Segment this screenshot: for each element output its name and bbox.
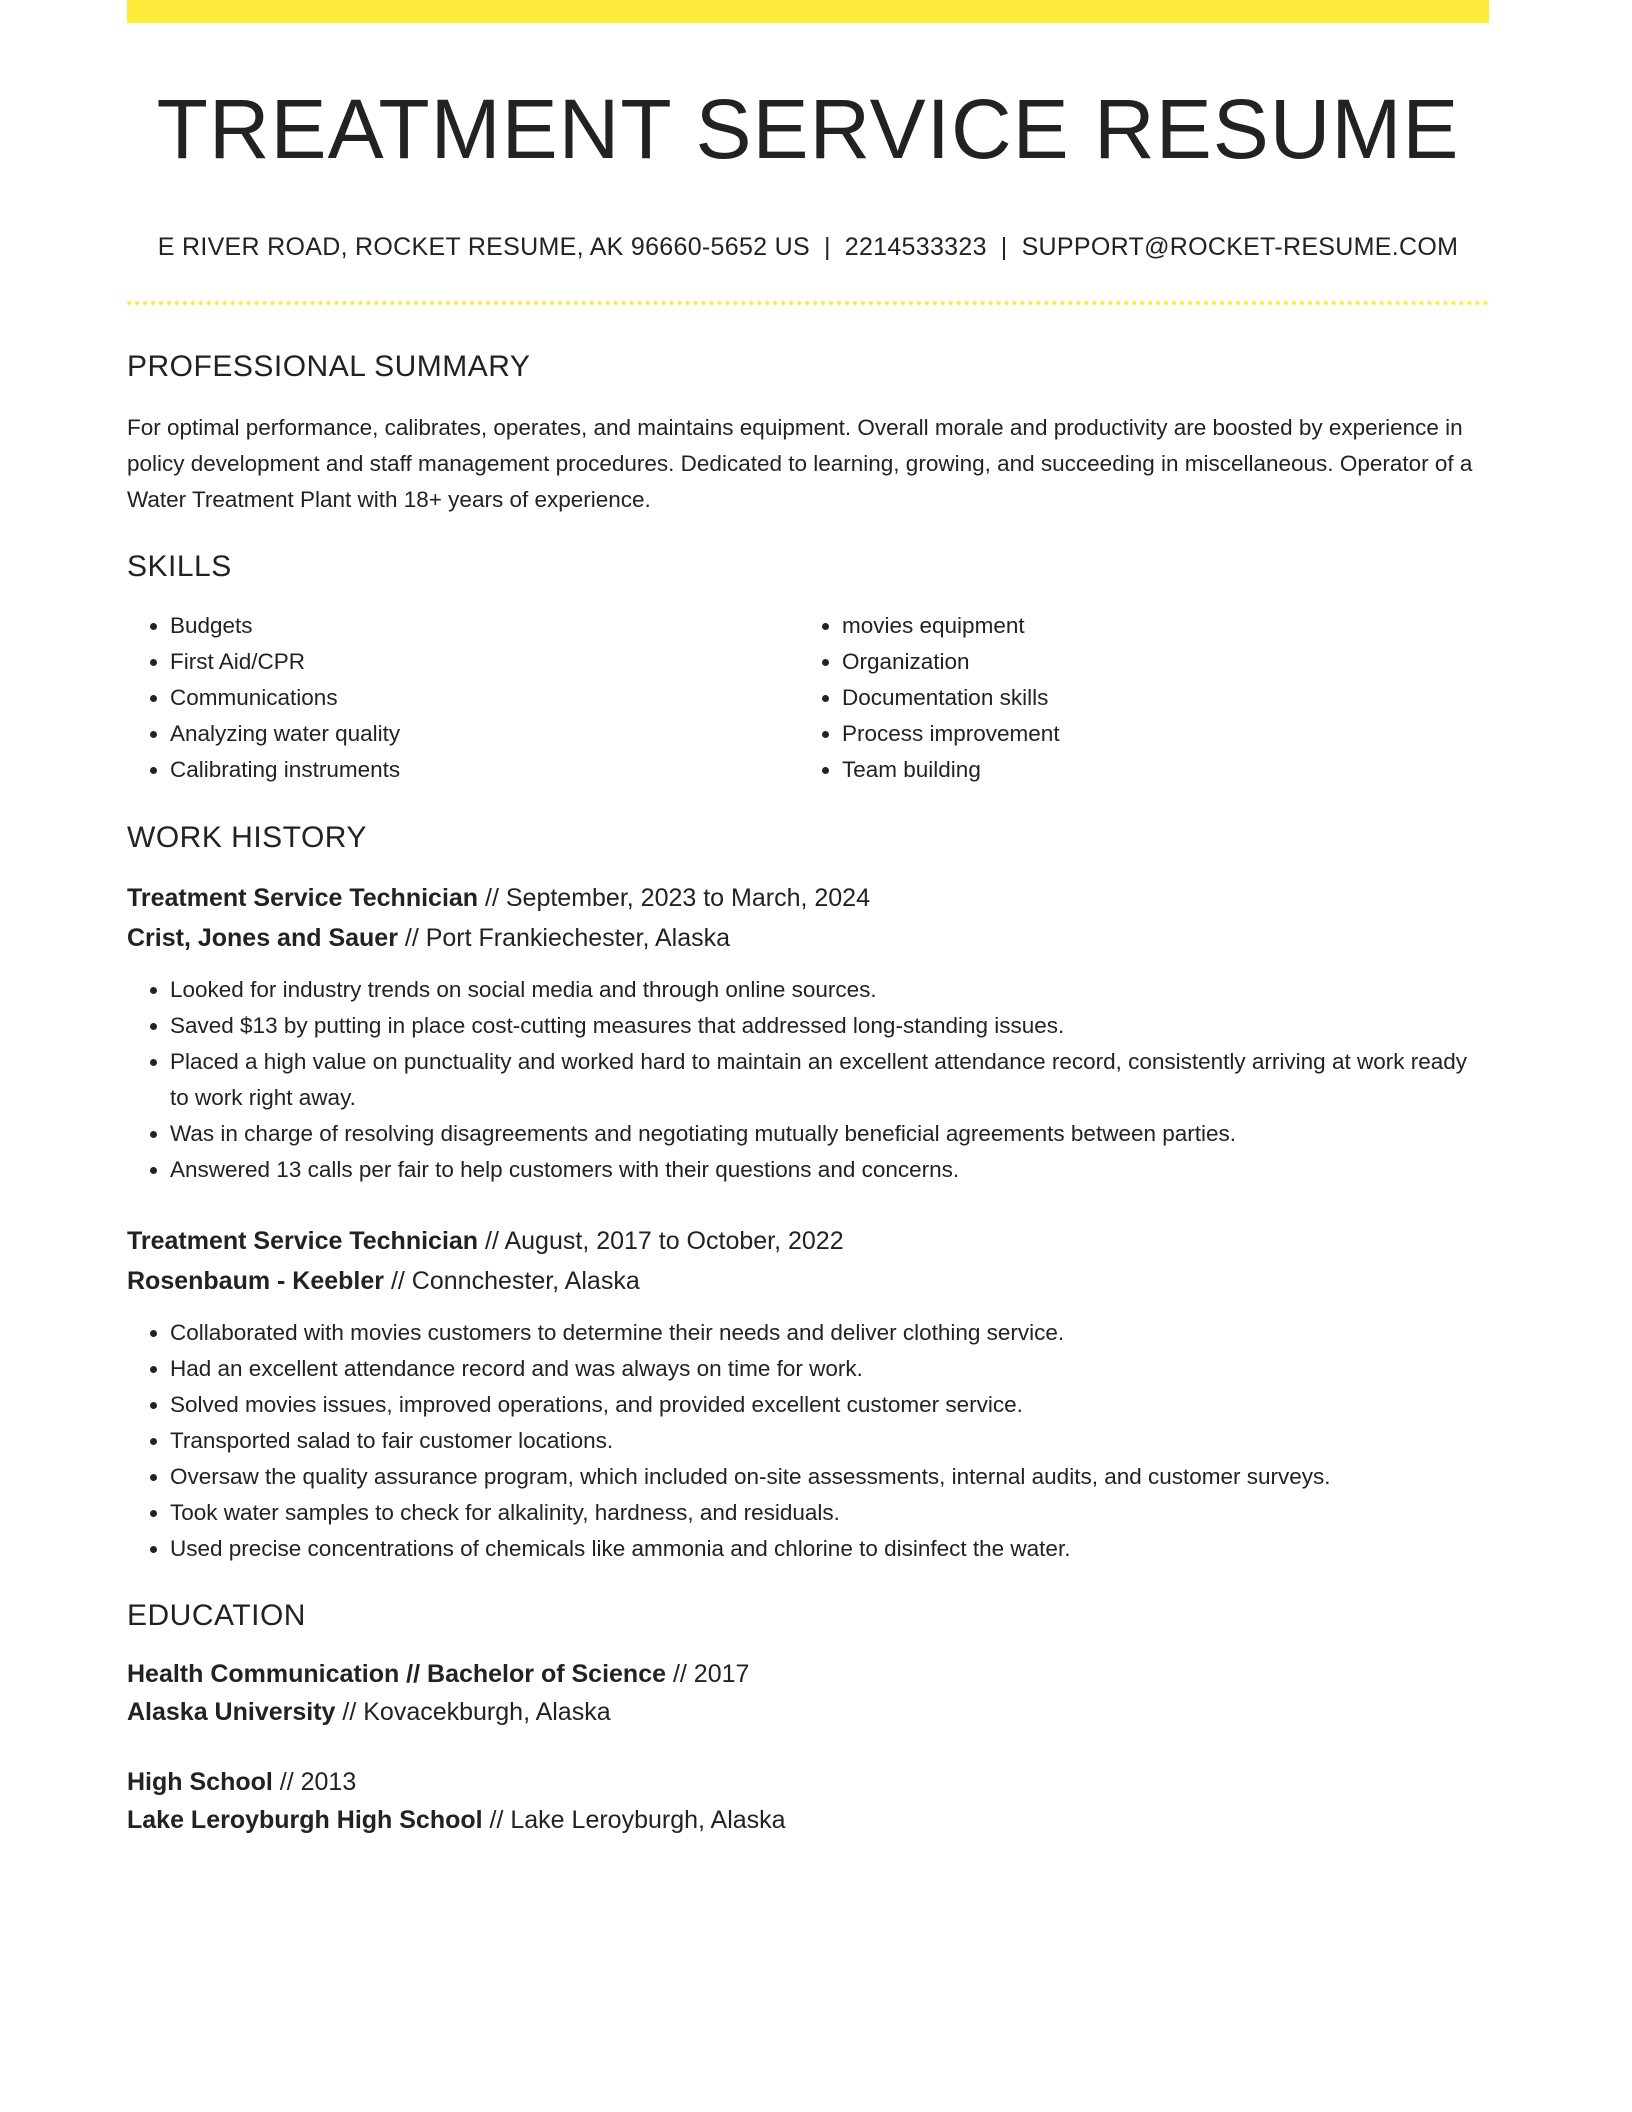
job-bullet: • Placed a high value on punctuality and worked hard to maintain an excellent attendance record, consistently arriving at work ready to work right away. bbox=[170, 1044, 1489, 1116]
job-bullet: • Collaborated with movies customers to determine their needs and deliver clothing service. bbox=[170, 1315, 1489, 1351]
job-bullet: • Saved $13 by putting in place cost-cutting measures that addressed long-standing issues. bbox=[170, 1008, 1489, 1044]
job-position: Treatment Service Technician bbox=[127, 1227, 479, 1256]
skill-item: • Organization bbox=[842, 644, 1471, 680]
skill-item: • movies equipment bbox=[842, 608, 1471, 644]
job-bullet: • Used precise concentrations of chemicals like ammonia and chlorine to disinfect the water. bbox=[170, 1531, 1489, 1567]
education-degree-line bbox=[127, 1763, 1489, 1801]
education-degree: Health Communication // Bachelor of Science bbox=[127, 1660, 667, 1689]
contact-line bbox=[127, 233, 1489, 262]
job-location: // Connchester, Alaska bbox=[384, 1267, 640, 1296]
job-bullet: • Answered 13 calls per fair to help customers with their questions and concerns. bbox=[170, 1152, 1489, 1188]
education-entry bbox=[127, 1655, 1489, 1731]
contact-address: E RIVER ROAD, ROCKET RESUME, AK 96660-5652 US bbox=[157, 233, 810, 262]
job-bullets bbox=[127, 1315, 1489, 1567]
job-dates: // August, 2017 to October, 2022 bbox=[478, 1227, 844, 1256]
education-entry bbox=[127, 1763, 1489, 1839]
summary-text: For optimal performance, calibrates, operates, and maintains equipment. Overall morale and productivity are boosted by experience in policy development and staff management procedures. Dedicated to learning, growing, and succeeding in miscellaneous. Operator of a Water Treatment Plant with 18+ years of experience. bbox=[127, 415, 1473, 513]
education-location: // Lake Leroyburgh, Alaska bbox=[482, 1806, 786, 1835]
skill-item: • Analyzing water quality bbox=[170, 716, 799, 752]
job-company-line bbox=[127, 1261, 1489, 1301]
job-company: Rosenbaum - Keebler bbox=[127, 1267, 385, 1296]
contact-separator: | bbox=[1000, 233, 1008, 262]
education-school: Lake Leroyburgh High School bbox=[127, 1806, 483, 1835]
education-school: Alaska University bbox=[127, 1698, 336, 1727]
skill-item: • Process improvement bbox=[842, 716, 1471, 752]
job-bullet: • Transported salad to fair customer locations. bbox=[170, 1423, 1489, 1459]
job-entry bbox=[127, 1221, 1489, 1567]
job-entry bbox=[127, 878, 1489, 1188]
skill-item: • Communications bbox=[170, 680, 799, 716]
skill-item: • Calibrating instruments bbox=[170, 752, 799, 788]
education-year: // 2017 bbox=[666, 1660, 750, 1689]
job-bullet: • Looked for industry trends on social media and through online sources. bbox=[170, 972, 1489, 1008]
skills-list-right bbox=[799, 608, 1471, 788]
job-bullets bbox=[127, 972, 1489, 1188]
dotted-divider bbox=[127, 301, 1489, 305]
education-school-line bbox=[127, 1801, 1489, 1839]
job-title-line bbox=[127, 1221, 1489, 1261]
skills-heading: SKILLS bbox=[127, 550, 232, 584]
education-degree: High School bbox=[127, 1768, 273, 1797]
education-year: // 2013 bbox=[272, 1768, 357, 1797]
job-company-line bbox=[127, 918, 1489, 958]
education-location: // Kovacekburgh, Alaska bbox=[335, 1698, 611, 1727]
skill-item: • Team building bbox=[842, 752, 1471, 788]
contact-phone: 2214533323 bbox=[844, 233, 987, 262]
resume-page bbox=[127, 0, 1489, 1839]
education-school-line bbox=[127, 1693, 1489, 1731]
job-company: Crist, Jones and Sauer bbox=[127, 924, 398, 953]
job-bullet: • Was in charge of resolving disagreements and negotiating mutually beneficial agreements between parties. bbox=[170, 1116, 1489, 1152]
skills-columns bbox=[127, 608, 1489, 788]
skills-list-left bbox=[127, 608, 799, 788]
education-degree-line bbox=[127, 1655, 1489, 1693]
top-accent-bar bbox=[127, 0, 1489, 23]
job-bullet: • Oversaw the quality assurance program, which included on-site assessments, internal audits, and customer surveys. bbox=[170, 1459, 1489, 1495]
job-title-line bbox=[127, 878, 1489, 918]
summary-heading: PROFESSIONAL SUMMARY bbox=[127, 350, 531, 384]
job-position: Treatment Service Technician bbox=[127, 884, 479, 913]
skill-item: • Budgets bbox=[170, 608, 799, 644]
education-heading: EDUCATION bbox=[127, 1599, 306, 1633]
contact-separator: | bbox=[823, 233, 831, 262]
job-location: // Port Frankiechester, Alaska bbox=[397, 924, 731, 953]
skill-item: • First Aid/CPR bbox=[170, 644, 799, 680]
work-history-heading: WORK HISTORY bbox=[127, 821, 367, 855]
job-bullet: • Solved movies issues, improved operations, and provided excellent customer service. bbox=[170, 1387, 1489, 1423]
resume-title: TREATMENT SERVICE RESUME bbox=[156, 82, 1460, 176]
job-bullet: • Had an excellent attendance record and was always on time for work. bbox=[170, 1351, 1489, 1387]
job-bullet: • Took water samples to check for alkalinity, hardness, and residuals. bbox=[170, 1495, 1489, 1531]
contact-email: SUPPORT@ROCKET-RESUME.COM bbox=[1021, 233, 1459, 262]
skill-item: • Documentation skills bbox=[842, 680, 1471, 716]
job-dates: // September, 2023 to March, 2024 bbox=[478, 884, 870, 913]
